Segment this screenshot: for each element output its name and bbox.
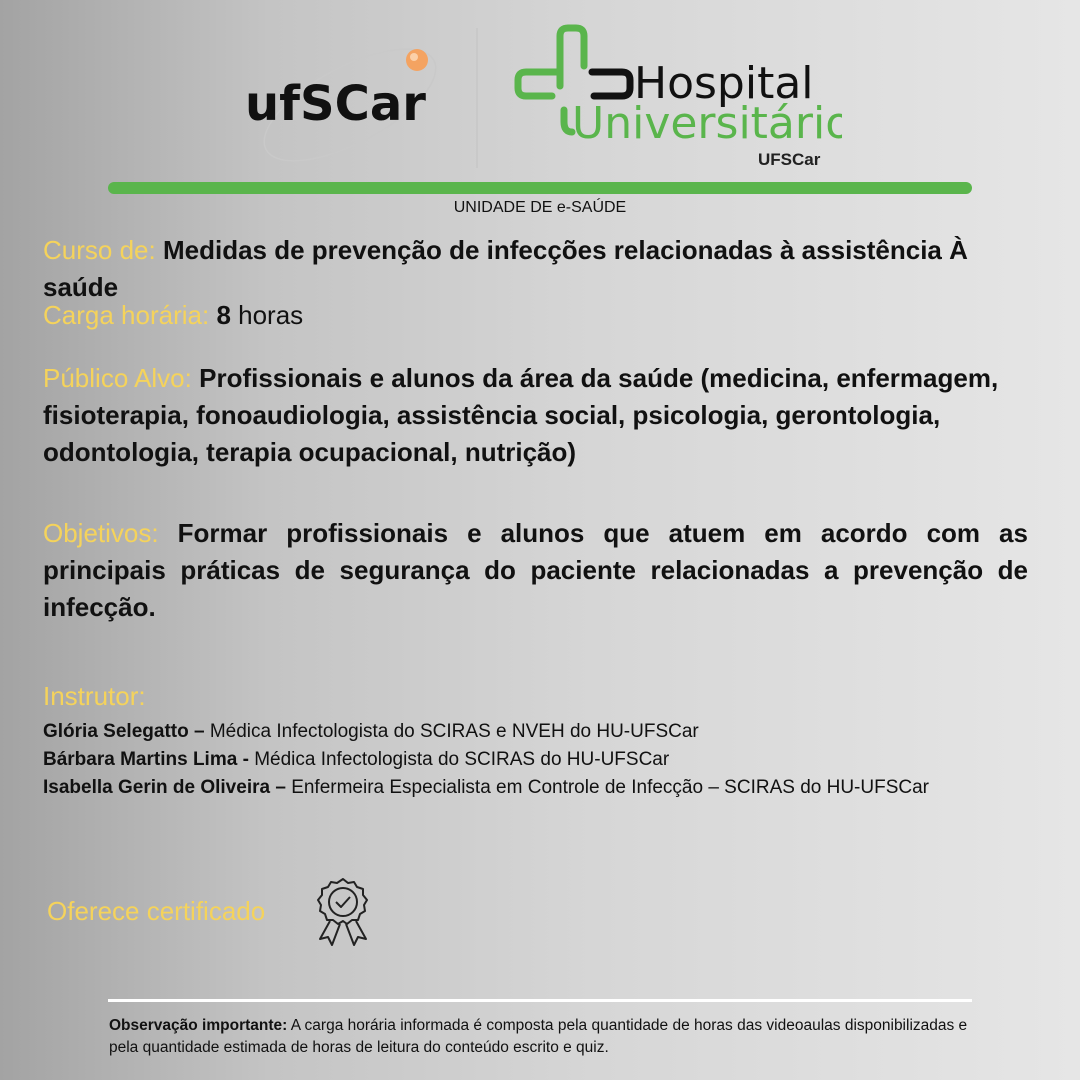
header-divider: [476, 28, 478, 168]
objectives-text: Formar profissionais e alunos que atuem em acordo com as principais práticas de segurança do paciente relacionadas a prevenção de infecção.: [43, 518, 1028, 622]
header-green-bar: [108, 182, 972, 194]
hu-logo-subtitle: UFSCar: [758, 150, 821, 169]
instructor-role: Médica Infectologista do SCIRAS do HU-UFSCar: [254, 749, 670, 770]
objectives-section: [43, 515, 1028, 626]
instructor-name: Glória Selegatto –: [43, 721, 205, 742]
hours-label: Carga horária:: [43, 300, 210, 330]
instructor-item: [43, 718, 1003, 746]
footer-divider: [108, 999, 972, 1002]
course-section: [43, 232, 1033, 306]
course-label: Curso de:: [43, 235, 156, 265]
note-label: Observação importante:: [109, 1017, 288, 1034]
ufscar-logo-text: ufSCar: [245, 76, 426, 132]
instructor-item: [43, 774, 1003, 802]
note-text: A carga horária informada é composta pela quantidade de horas das videoaulas disponibilizadas e pela quantidade estimada de horas de leitura do conteúdo escrito e quiz.: [109, 1017, 968, 1056]
instructor-role: Enfermeira Especialista em Controle de Infecção – SCIRAS do HU-UFSCar: [291, 777, 929, 798]
audience-section: [43, 360, 1033, 471]
instructor-name: Bárbara Martins Lima -: [43, 749, 249, 770]
audience-text: Profissionais e alunos da área da saúde (medicina, enfermagem, fisioterapia, fonoaudiologia, assistência social, psicologia, gerontologia, odontologia, terapia ocupacional, nutrição): [43, 363, 999, 467]
instructors-title: Instrutor:: [43, 681, 146, 711]
ufscar-logo: [240, 35, 450, 170]
course-title: Medidas de prevenção de infecções relacionadas à assistência À saúde: [43, 235, 968, 302]
unit-label: UNIDADE DE e-SAÚDE: [453, 199, 627, 216]
footer-note: [109, 1015, 989, 1059]
hours-unit: horas: [238, 300, 304, 330]
objectives-label: Objetivos:: [43, 518, 159, 548]
instructor-name: Isabella Gerin de Oliveira –: [43, 777, 286, 798]
hours-value: 8: [216, 300, 231, 330]
hu-logo-line1: Hospital: [634, 58, 814, 109]
instructor-role: Médica Infectologista do SCIRAS e NVEH do HU-UFSCar: [209, 721, 699, 742]
instructor-item: [43, 746, 1003, 774]
hours-section: [43, 297, 1033, 334]
instructors-list: [43, 718, 1003, 802]
audience-label: Público Alvo:: [43, 363, 192, 393]
certificate-badge-icon: [314, 877, 372, 949]
certificate-label: Oferece certificado: [47, 896, 266, 926]
hu-logo-line2: Universitário: [572, 98, 842, 149]
